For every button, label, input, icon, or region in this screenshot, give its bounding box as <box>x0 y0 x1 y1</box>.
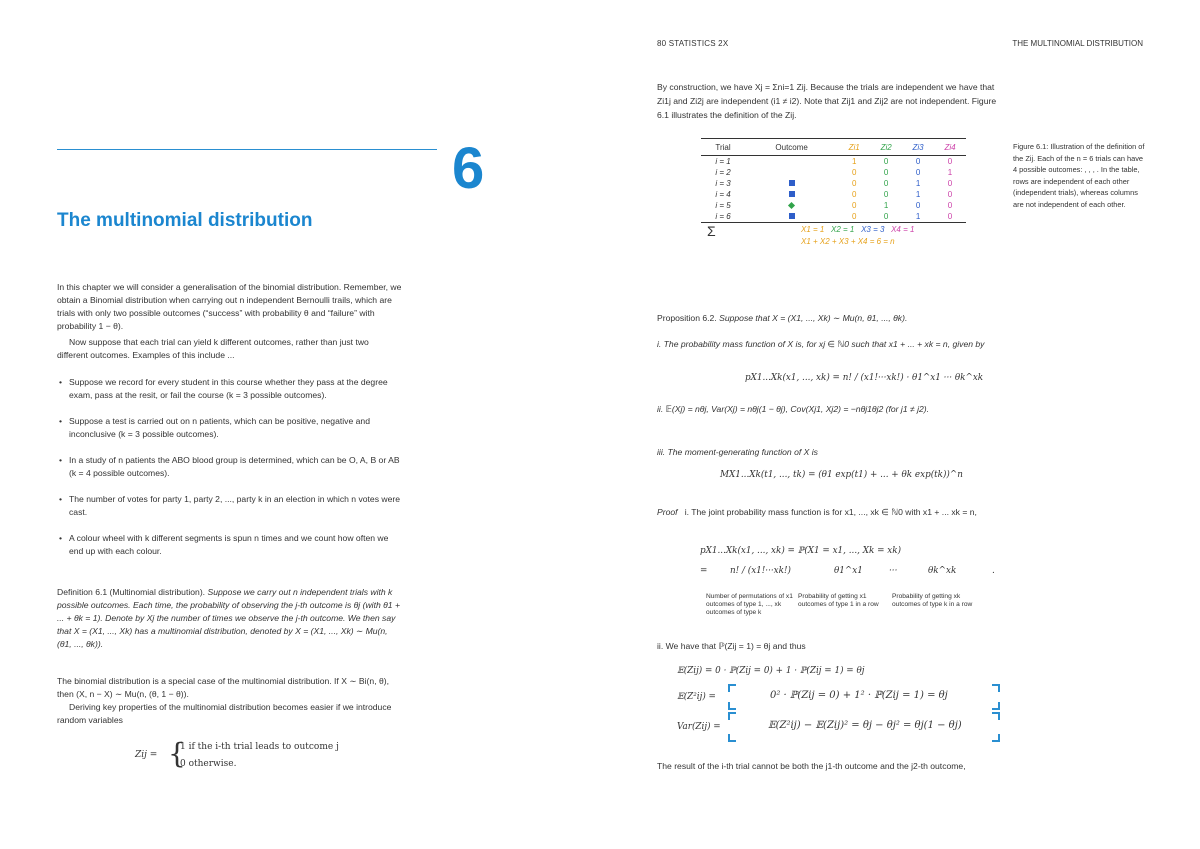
z-cell: 1 <box>902 211 934 223</box>
z-cell: 0 <box>947 157 953 166</box>
bullet-icon: • <box>59 494 63 504</box>
z-cell: 1 <box>915 190 921 199</box>
last-line: The result of the i-th trial cannot be both the j1-th outcome and the j2-th outcome, <box>657 761 966 771</box>
page-header-right: THE MULTINOMIAL DISTRIBUTION <box>1012 39 1143 48</box>
z-cell: 0 <box>947 201 953 210</box>
bullet-icon: • <box>59 533 63 543</box>
table-row <box>701 156 966 168</box>
z-cell: 1 <box>851 157 857 166</box>
bracket-corner-icon <box>728 684 736 692</box>
list-item: • Suppose a test is carried out on n patients, which can be positive, negative and inconclusive (k = 3 possible outcomes). <box>59 416 370 439</box>
z-cell: 0 <box>883 168 889 177</box>
expectation-line: 𝔼(Zij) = 0 · ℙ(Zij = 0) + 1 · ℙ(Zij = 1) = θj <box>677 666 865 676</box>
proposition-item-iii: iii. The moment-generating function of X is <box>657 447 818 457</box>
table-header: Zi4 <box>934 139 966 156</box>
definition-body: Suppose we carry out n independent trials with k possible outcomes. Each time, the probability of observing the j-th outcome is θj (with θ1 + ... + θk = 1). Denote by Xj the number of times we observe the j-th outcome. We then say that X = (X1, ..., Xk) has a multinomial distribution, denoted by X = (X1, ..., Xk) ∼ Mu(n, (θ1, ..., θk)). <box>57 587 400 649</box>
table-row <box>701 211 966 223</box>
figure-caption: Figure 6.1: Illustration of the definition of the Zij. Each of the n = 6 trials can have 4 possible outcomes: , , , . In the table, rows are independent of each other (independent trials), whereas columns are not independent of each other. <box>1013 142 1145 209</box>
annotation-prob-type-k: Probability of getting xk outcomes of type k in a row <box>892 593 973 608</box>
list-item: • Suppose we record for every student in this course whether they pass at the degree exam, pass at the resit, or fail the course (k = 3 possible outcomes). <box>59 377 388 400</box>
bracket-corner-icon <box>728 734 736 742</box>
joint-pmf-thetak: θk^xk <box>928 566 957 576</box>
z-cell: 0 <box>851 190 857 199</box>
definition-heading: Definition 6.1 (Multinomial distribution). <box>57 587 206 597</box>
list-item: • In a study of n patients the ABO blood group is determined, which can be O, A, B or AB (k = 4 possible outcomes). <box>59 455 400 478</box>
outcome-cell <box>745 156 838 168</box>
z-case-2: 0 otherwise. <box>180 759 237 769</box>
z-cell: 0 <box>851 179 857 188</box>
z-cell: 1 <box>883 201 889 210</box>
bullet-icon: • <box>59 377 63 387</box>
brace-icon: { <box>168 737 186 770</box>
definition-6-1 <box>57 586 402 651</box>
square-icon <box>789 180 795 186</box>
pmf-equation: pX1...Xk(x1, ..., xk) = n! / (x1!···xk!) · θ1^x1 ··· θk^xk <box>745 373 984 383</box>
zij-table <box>701 138 966 249</box>
bracket-corner-icon <box>728 702 736 710</box>
diamond-icon <box>788 202 795 209</box>
special-case-paragraph: The binomial distribution is a special case of the multinomial distribution. If X ∼ Bi(n, θ), then (X, n − X) ∼ Mu(n, (θ, 1 − θ)). Deriving key properties of the multinomial distribution becomes easier if we introduce random variables <box>57 676 392 725</box>
joint-pmf-dots: ··· <box>889 566 898 576</box>
variance-lhs: Var(Zij) = <box>677 722 721 732</box>
z-cell: 1 <box>947 168 953 177</box>
construction-paragraph: By construction, we have Xj = Σni=1 Zij. Because the trials are independent we have that Zi1j and Zi2j are independent (i1 ≠ i2). Note that Zij1 and Zij2 are not independent. Figure 6.1 illustrates the definition of the Zij. <box>657 82 997 120</box>
bracket-corner-icon <box>992 684 1000 692</box>
proposition-6-2: Proposition 6.2. Suppose that X = (X1, ..., Xk) ∼ Mu(n, θ1, ..., θk). <box>657 313 908 323</box>
joint-pmf-theta1: θ1^x1 <box>834 566 863 576</box>
trial-cell: i = 3 <box>715 179 731 188</box>
outcome-cell <box>745 200 838 211</box>
intro-paragraph-1: In this chapter we will consider a generalisation of the binomial distribution. Remember, we obtain a Binomial distribution when carrying out n independent Bernoulli trails, which are trials with only two possible outcomes (“success” with probability θ and “failure” with probability 1 − θ). <box>57 282 402 331</box>
proposition-item-i: i. The probability mass function of X is, for xj ∈ ℕ0 such that x1 + ... + xk = n, given by <box>657 339 985 349</box>
sum-line-1: X1 = 1 X2 = 1 X3 = 3 X4 = 1 <box>801 225 915 234</box>
bullet-icon: • <box>59 416 63 426</box>
list-item: • A colour wheel with k different segments is spun n times and we count how often we end up with each colour. <box>59 533 389 556</box>
chapter-number: 6 <box>452 136 485 201</box>
proposition-item-ii: ii. 𝔼(Xj) = nθj, Var(Xj) = nθj(1 − θj), Cov(Xj1, Xj2) = −nθj1θj2 (for j1 ≠ j2). <box>657 404 930 414</box>
z-lhs: Zij = <box>135 750 158 760</box>
annotation-permutations: Number of permutations of x1 outcomes of type 1, ..., xk outcomes of type k <box>706 593 793 616</box>
table-header: Outcome <box>745 139 838 156</box>
z-cell: 0 <box>838 211 870 223</box>
outcome-cell <box>745 211 838 223</box>
intro-paragraph-2: Now suppose that each trial can yield k different outcomes, rather than just two different outcomes. Examples of this include ... <box>57 337 369 360</box>
sum-line-2: X1 + X2 + X3 + X4 = 6 = n <box>801 237 895 246</box>
bracket-corner-icon <box>992 702 1000 710</box>
joint-pmf-line-1: pX1...Xk(x1, ..., xk) = ℙ(X1 = x1, ..., Xk = xk) <box>700 546 902 556</box>
trial-cell: i = 6 <box>701 211 745 223</box>
table-row <box>701 189 966 200</box>
second-moment-rhs: 0² · ℙ(Zij = 0) + 1² · ℙ(Zij = 1) = θj <box>770 690 948 701</box>
bracket-corner-icon <box>992 712 1000 720</box>
sum-symbol: Σ <box>707 223 716 239</box>
trial-cell: i = 2 <box>715 168 731 177</box>
z-cell: 0 <box>947 179 953 188</box>
square-icon <box>789 191 795 197</box>
trial-cell: i = 1 <box>715 157 731 166</box>
chapter-title: The multinomial distribution <box>57 210 313 231</box>
z-cell: 0 <box>870 211 902 223</box>
joint-pmf-eq: = <box>700 566 708 576</box>
trial-cell: i = 4 <box>715 190 731 199</box>
table-row <box>701 200 966 211</box>
proof-item-i: Proof i. The joint probability mass function is for x1, ..., xk ∈ ℕ0 with x1 + ... xk = n, <box>657 507 977 517</box>
annotation-prob-type-1: Probability of getting x1 outcomes of type 1 in a row <box>798 593 879 608</box>
z-cell: 0 <box>915 168 921 177</box>
outcome-cell <box>745 167 838 178</box>
z-cell: 0 <box>883 157 889 166</box>
outcome-cell <box>745 178 838 189</box>
bullet-icon: • <box>59 455 63 465</box>
outcome-cell <box>745 189 838 200</box>
z-cell: 0 <box>883 179 889 188</box>
z-case-1: 1 if the i-th trial leads to outcome j <box>180 742 339 752</box>
table-header: Zi2 <box>870 139 902 156</box>
table-header: Zi1 <box>838 139 870 156</box>
variance-rhs: 𝔼(Z²ij) − 𝔼(Zij)² = θj − θj² = θj(1 − θj) <box>768 720 962 731</box>
z-cell: 0 <box>915 201 921 210</box>
joint-pmf-fraction: n! / (x1!···xk!) <box>730 566 791 576</box>
z-cell: 0 <box>851 201 857 210</box>
table-row <box>701 178 966 189</box>
chapter-rule <box>57 149 437 150</box>
z-cell: 0 <box>915 157 921 166</box>
z-cell: 0 <box>934 211 966 223</box>
z-cell: 0 <box>883 190 889 199</box>
list-item: • The number of votes for party 1, party 2, ..., party k in an election in which n votes were cast. <box>59 494 401 517</box>
z-cell: 1 <box>915 179 921 188</box>
page-header-left: 80 STATISTICS 2X <box>657 39 729 48</box>
bracket-corner-icon <box>992 734 1000 742</box>
joint-pmf-period: . <box>992 566 995 576</box>
z-cell: 0 <box>851 168 857 177</box>
mgf-equation: MX1...Xk(t1, ..., tk) = (θ1 exp(t1) + ... + θk exp(tk))^n <box>720 470 963 480</box>
table-sum-row <box>701 223 966 249</box>
proof-item-ii: ii. We have that ℙ(Zij = 1) = θj and thus <box>657 641 806 651</box>
bracket-corner-icon <box>728 712 736 720</box>
table-header: Zi3 <box>902 139 934 156</box>
trial-cell: i = 5 <box>715 201 731 210</box>
second-moment-lhs: 𝔼(Z²ij) = <box>677 692 716 702</box>
square-icon <box>789 213 795 219</box>
z-cell: 0 <box>947 190 953 199</box>
table-row <box>701 167 966 178</box>
table-header: Trial <box>701 139 745 156</box>
right-page <box>600 0 1200 849</box>
